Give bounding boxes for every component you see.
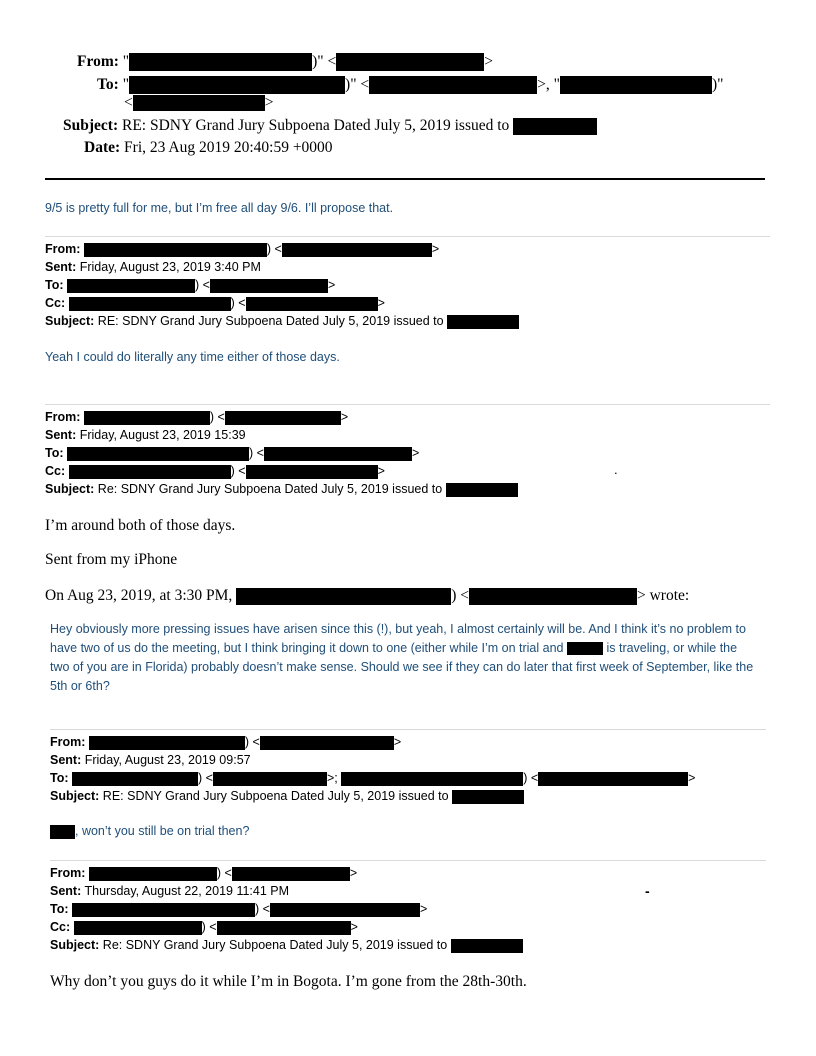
redaction (72, 772, 198, 786)
redaction (341, 772, 523, 786)
redaction (264, 447, 412, 461)
email-header-block-1 (45, 240, 519, 330)
redaction (129, 53, 312, 71)
header-from-line: From: " )" < > (77, 53, 493, 70)
redaction (282, 243, 432, 257)
stray-dash: - (645, 883, 650, 899)
subject-line: Subject: RE: SDNY Grand Jury Subpoena Dated July 5, 2019 issued to (45, 312, 519, 330)
redaction (513, 118, 597, 135)
redaction (89, 736, 245, 750)
header-date-line (84, 139, 333, 157)
header-date-label: Date: (84, 139, 121, 156)
redaction (50, 825, 75, 839)
redaction (69, 297, 231, 311)
redaction (67, 447, 249, 461)
body-line: I’m around both of those days. (45, 517, 236, 534)
reply-text: Yeah I could do literally any time either of those days. (45, 350, 340, 364)
redaction (452, 790, 524, 804)
header-subject: RE: SDNY Grand Jury Subpoena Dated July 5, 2019 issued to (121, 117, 510, 134)
cc-line: Cc: ) < > (50, 920, 358, 934)
quoted-message: Hey obviously more pressing issues have arisen since this (!), but yeah, I almost certainly will be. And I think it’s no problem to have two of us do the meeting, but I think bringing it down to one (either while I’m on trial and is traveling, or while the two of you are in Florida) probably doesn’t make sense. Should we see if they can do later that first week of September, like the 5th or 6th? (50, 622, 754, 693)
cc-line: Cc: ) < > (45, 296, 385, 310)
redaction (84, 243, 267, 257)
redaction (447, 315, 519, 329)
from-line: From: ) < > (50, 735, 402, 749)
redaction (246, 297, 378, 311)
divider (45, 236, 770, 237)
redaction (469, 588, 637, 605)
redaction (67, 279, 195, 293)
header-to-line: To: " )" < >, " )" (97, 76, 724, 93)
header-subject-label: Subject: (63, 117, 119, 134)
redaction (560, 76, 712, 94)
redaction (369, 76, 537, 94)
redaction (213, 772, 327, 786)
redaction (84, 411, 210, 425)
redaction (69, 465, 231, 479)
sent-line: Sent: Friday, August 23, 2019 15:39 (45, 428, 246, 442)
header-divider (45, 178, 765, 180)
reply-text: , won’t you still be on trial then? (50, 822, 249, 841)
subject-line: Subject: Re: SDNY Grand Jury Subpoena Dated July 5, 2019 issued to (45, 480, 518, 498)
to-line: To: ) < > (50, 902, 428, 916)
from-line: From: ) < > (50, 866, 358, 880)
to-line: To: ) < > (45, 278, 336, 292)
redaction (446, 483, 518, 497)
redaction (336, 53, 484, 71)
redaction (72, 903, 255, 917)
redaction (210, 279, 328, 293)
subject-line: Subject: Re: SDNY Grand Jury Subpoena Dated July 5, 2019 issued to (50, 936, 523, 954)
redaction (74, 921, 202, 935)
header-from-label: From: (77, 53, 119, 70)
redaction (451, 939, 523, 953)
header-subject-line (63, 117, 597, 135)
signature-line: Sent from my iPhone (45, 551, 178, 568)
reply-text: 9/5 is pretty full for me, but I’m free all day 9/6. I’ll propose that. (45, 201, 394, 215)
email-header-block-4 (50, 864, 523, 954)
redaction (246, 465, 378, 479)
email-header-block-2 (45, 408, 518, 498)
header-to-label: To: (97, 76, 119, 93)
header-date: Fri, 23 Aug 2019 20:40:59 +0000 (124, 139, 333, 156)
stray-dot: . (614, 462, 618, 477)
redaction (270, 903, 420, 917)
from-line: From: ) < > (45, 410, 349, 424)
body-line: Why don’t you guys do it while I’m in Bogota. I’m gone from the 28th-30th. (50, 973, 527, 990)
redaction (217, 921, 351, 935)
redaction (538, 772, 688, 786)
sent-line: Sent: Thursday, August 22, 2019 11:41 PM (50, 884, 290, 898)
redaction (232, 867, 350, 881)
quote-attribution: On Aug 23, 2019, at 3:30 PM, ) < > wrote: (45, 587, 690, 604)
redaction (567, 642, 603, 655)
redaction (260, 736, 394, 750)
redaction (129, 76, 345, 94)
divider (50, 860, 766, 861)
divider (45, 404, 770, 405)
to-line: To: ) < > (45, 446, 420, 460)
from-line: From: ) < > (45, 242, 440, 256)
subject-line: Subject: RE: SDNY Grand Jury Subpoena Dated July 5, 2019 issued to (50, 787, 695, 805)
cc-line: Cc: ) < > (45, 464, 385, 478)
redaction (133, 95, 265, 111)
redaction (225, 411, 341, 425)
to-line: To: ) < >; ) < > (50, 771, 696, 785)
sent-line: Sent: Friday, August 23, 2019 09:57 (50, 753, 251, 767)
divider (50, 729, 766, 730)
redaction (89, 867, 217, 881)
redaction (236, 588, 451, 605)
sent-line: Sent: Friday, August 23, 2019 3:40 PM (45, 260, 261, 274)
email-header-block-3 (50, 733, 695, 805)
header-to-line2: < > (124, 94, 274, 111)
